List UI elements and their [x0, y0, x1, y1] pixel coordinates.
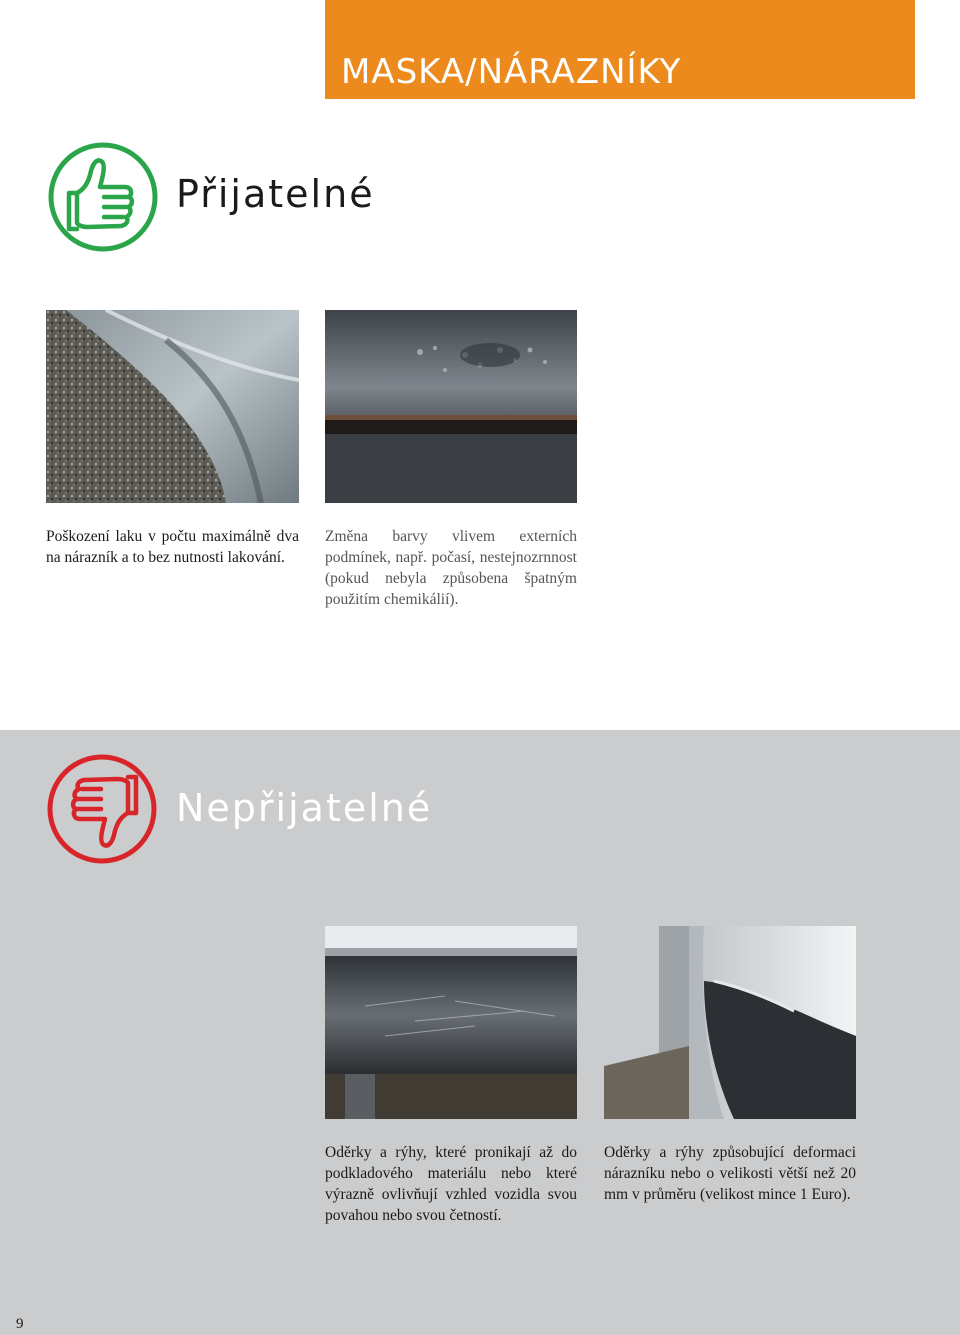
- bumper-photo-deformation: [604, 926, 856, 1119]
- acceptable-caption-1: Poškození laku v počtu maximálně dva na nárazník a to bez nutnosti lakování.: [46, 528, 299, 566]
- unacceptable-caption-2: Oděrky a rýhy způsobující deformaci nárazníku nebo o velikosti větší než 20 mm v průměru (velikost mince 1 Euro).: [604, 1144, 856, 1203]
- bumper-photo-deep-scratches: [325, 926, 577, 1119]
- header-bar: [325, 0, 915, 99]
- acceptable-caption-2: Změna barvy vlivem externích podmínek, např. počasí, nestejnozrnnost (pokud nebyla způsobena špatným použitím chemikálií).: [325, 528, 577, 608]
- acceptable-heading: Přijatelné: [176, 172, 375, 216]
- bumper-photo-discoloration: [325, 310, 577, 503]
- page-number: 9: [16, 1316, 24, 1332]
- section-title: MASKA/NÁRAZNÍKY: [341, 52, 682, 92]
- unacceptable-caption-1: Oděrky a rýhy, které pronikají až do podkladového materiálu nebo které výrazně ovlivňují vzhled vozidla svou povahou nebo svou četností.: [325, 1144, 577, 1224]
- thumbs-up-icon: [47, 141, 159, 253]
- bumper-photo-paint-damage: [46, 310, 299, 503]
- thumbs-down-icon: [46, 753, 158, 865]
- unacceptable-heading: Nepřijatelné: [176, 786, 433, 830]
